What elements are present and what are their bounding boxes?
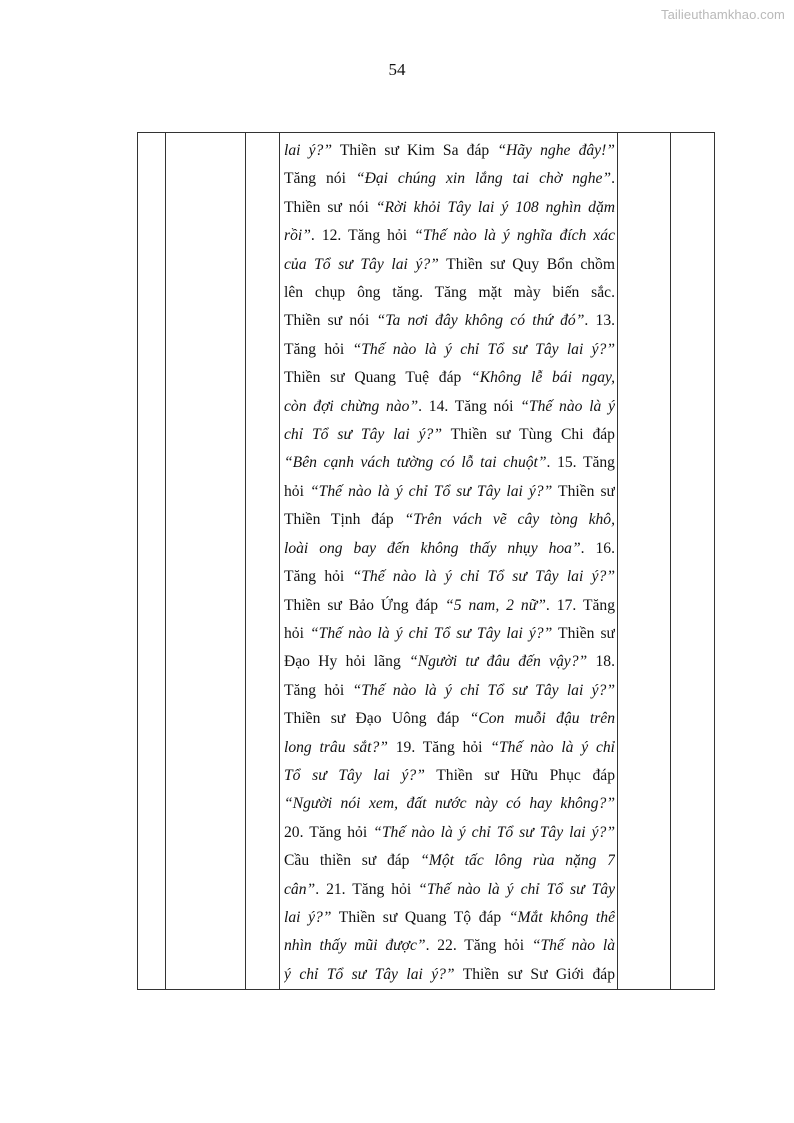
italic-text: “Thế nào là: [531, 937, 615, 955]
text-run: Đạo Hy hỏi lãng: [284, 653, 410, 671]
italic-text: “Thế nào là ý chỉ Tổ sư Tây lai ý?”: [309, 624, 553, 642]
content-table: [137, 132, 715, 990]
text-run: Thiền sư: [552, 624, 615, 642]
italic-text: “Ta nơi đây không có thứ đó”: [376, 312, 585, 330]
italic-text: “Mắt không thể: [508, 908, 615, 926]
italic-text: của Tổ sư Tây lai ý?”: [284, 255, 439, 273]
table-cell-empty: [671, 133, 715, 990]
text-line: [284, 648, 615, 676]
text-line: [284, 734, 615, 762]
italic-text: “Người nói xem, đất nước này có hay không?”: [284, 795, 615, 813]
italic-text: “Không lễ bái ngay,: [471, 369, 615, 387]
text-run: 19. Tăng hỏi: [387, 738, 491, 756]
text-line: [284, 165, 615, 193]
text-line: [284, 535, 615, 563]
text-run: Thiền sư nói: [284, 312, 377, 330]
italic-text: lai ý?”: [284, 908, 332, 926]
italic-text: “Thế nào là ý chỉ Tổ sư Tây: [418, 880, 615, 898]
italic-text: chỉ Tổ sư Tây lai ý?”: [284, 426, 443, 444]
italic-text: “5 nam, 2 nữ”: [445, 596, 546, 614]
text-line: [284, 364, 615, 392]
italic-text: ý chỉ Tổ sư Tây lai ý?”: [284, 965, 455, 983]
italic-text: “Trên vách vẽ cây tòng khô,: [404, 511, 615, 529]
watermark: Tailieuthamkhao.com: [660, 7, 785, 22]
text-run: .: [611, 170, 615, 188]
text-run: Thiền sư Bảo Ứng đáp: [284, 596, 446, 614]
text-run: 20. Tăng hỏi: [284, 823, 374, 841]
text-run: Thiền sư Tùng Chi đáp: [442, 426, 615, 444]
text-run: . 15. Tăng: [546, 454, 615, 472]
italic-text: cân”: [284, 880, 316, 898]
table-row: [138, 133, 715, 990]
text-run: Thiền sư Đạo Uông đáp: [284, 710, 470, 728]
text-line: [284, 336, 615, 364]
italic-text: “Thế nào là ý chỉ: [490, 738, 615, 756]
text-line: [284, 137, 615, 165]
italic-text: “Người tư đâu đến vậy?”: [409, 653, 588, 671]
text-run: Thiền sư Quy Bổn chồm: [438, 255, 615, 273]
italic-text: “Thế nào là ý: [520, 397, 615, 415]
text-run: Tăng hỏi: [284, 568, 353, 586]
text-run: Thiền sư: [552, 482, 615, 500]
text-run: . 14. Tăng nói: [418, 397, 521, 415]
text-line: [284, 790, 615, 818]
text-run: 18.: [587, 653, 615, 671]
text-run: . 16.: [580, 539, 615, 557]
italic-text: “Thế nào là ý chỉ Tổ sư Tây lai ý?”: [352, 568, 615, 586]
text-line: [284, 961, 615, 989]
italic-text: nhìn thấy mũi được”: [284, 937, 426, 955]
text-line: [284, 904, 615, 932]
italic-text: “Một tấc lông rùa nặng 7: [420, 852, 615, 870]
italic-text: “Thế nào là ý chỉ Tổ sư Tây lai ý?”: [373, 823, 615, 841]
italic-text: rồi”: [284, 227, 311, 245]
italic-text: lai ý?”: [284, 142, 332, 159]
text-run: hỏi: [284, 624, 310, 642]
text-line: [284, 222, 615, 250]
text-line: [284, 819, 615, 847]
italic-text: “Hãy nghe đây!”: [497, 142, 615, 159]
text-run: . 17. Tăng: [545, 596, 615, 614]
text-line: [284, 279, 615, 307]
italic-text: loài ong bay đến không thấy nhụy hoa”: [284, 539, 581, 557]
italic-text: “Thế nào là ý chỉ Tổ sư Tây lai ý?”: [352, 340, 615, 358]
text-line: [284, 449, 615, 477]
text-run: . 13.: [584, 312, 615, 330]
italic-text: “Con muỗi đậu trên: [469, 710, 615, 728]
text-line: [284, 194, 615, 222]
table-cell-empty: [618, 133, 671, 990]
text-run: lên chụp ông tăng. Tăng mặt mày biến sắc.: [284, 284, 615, 302]
text-run: Cầu thiền sư đáp: [284, 852, 421, 870]
italic-text: “Đại chúng xin lắng tai chờ nghe”: [355, 170, 612, 188]
page-number: 54: [388, 60, 406, 79]
text-line: [284, 421, 615, 449]
text-run: . 21. Tăng hỏi: [315, 880, 419, 898]
italic-text: “Rời khỏi Tây lai ý 108 nghìn dặm: [375, 198, 615, 216]
text-line: [284, 876, 615, 904]
text-line: [284, 393, 615, 421]
italic-text: Tổ sư Tây lai ý?”: [284, 766, 425, 784]
table-cell-empty: [166, 133, 246, 990]
text-line: [284, 620, 615, 648]
italic-text: “Bên cạnh vách tường có lỗ tai chuột”: [284, 454, 547, 472]
italic-text: còn đợi chừng nào”: [284, 397, 419, 415]
text-run: Tăng nói: [284, 170, 356, 188]
italic-text: “Thế nào là ý chỉ Tổ sư Tây lai ý?”: [352, 681, 615, 699]
italic-text: long trâu sắt?”: [284, 738, 388, 756]
text-run: Thiền sư nói: [284, 198, 376, 216]
text-line: [284, 705, 615, 733]
text-run: . 12. Tăng hỏi: [310, 227, 415, 245]
table-cell-text: [280, 133, 618, 990]
text-line: [284, 307, 615, 335]
text-run: Thiền sư Quang Tộ đáp: [331, 908, 509, 926]
text-run: . 22. Tăng hỏi: [425, 937, 532, 955]
text-run: Thiền sư Hữu Phục đáp: [424, 766, 615, 784]
text-line: [284, 592, 615, 620]
text-run: Thiền sư Quang Tuệ đáp: [284, 369, 472, 387]
italic-text: “Thế nào là ý chỉ Tổ sư Tây lai ý?”: [309, 482, 553, 500]
italic-text: “Thế nào là ý nghĩa đích xác: [414, 227, 615, 245]
text-line: [284, 478, 615, 506]
text-line: [284, 506, 615, 534]
text-run: Tăng hỏi: [284, 340, 353, 358]
text-run: Thiền sư Sư Giới đáp: [454, 965, 615, 983]
text-line: [284, 251, 615, 279]
text-line: [284, 762, 615, 790]
text-run: Thiền Tịnh đáp: [284, 511, 405, 529]
text-line: [284, 677, 615, 705]
table-cell-empty: [246, 133, 280, 990]
text-run: Tăng hỏi: [284, 681, 353, 699]
table-cell-empty: [138, 133, 166, 990]
text-run: hỏi: [284, 482, 310, 500]
text-run: Thiền sư Kim Sa đáp: [332, 142, 498, 159]
text-line: [284, 847, 615, 875]
text-line: [284, 563, 615, 591]
text-line: [284, 932, 615, 960]
